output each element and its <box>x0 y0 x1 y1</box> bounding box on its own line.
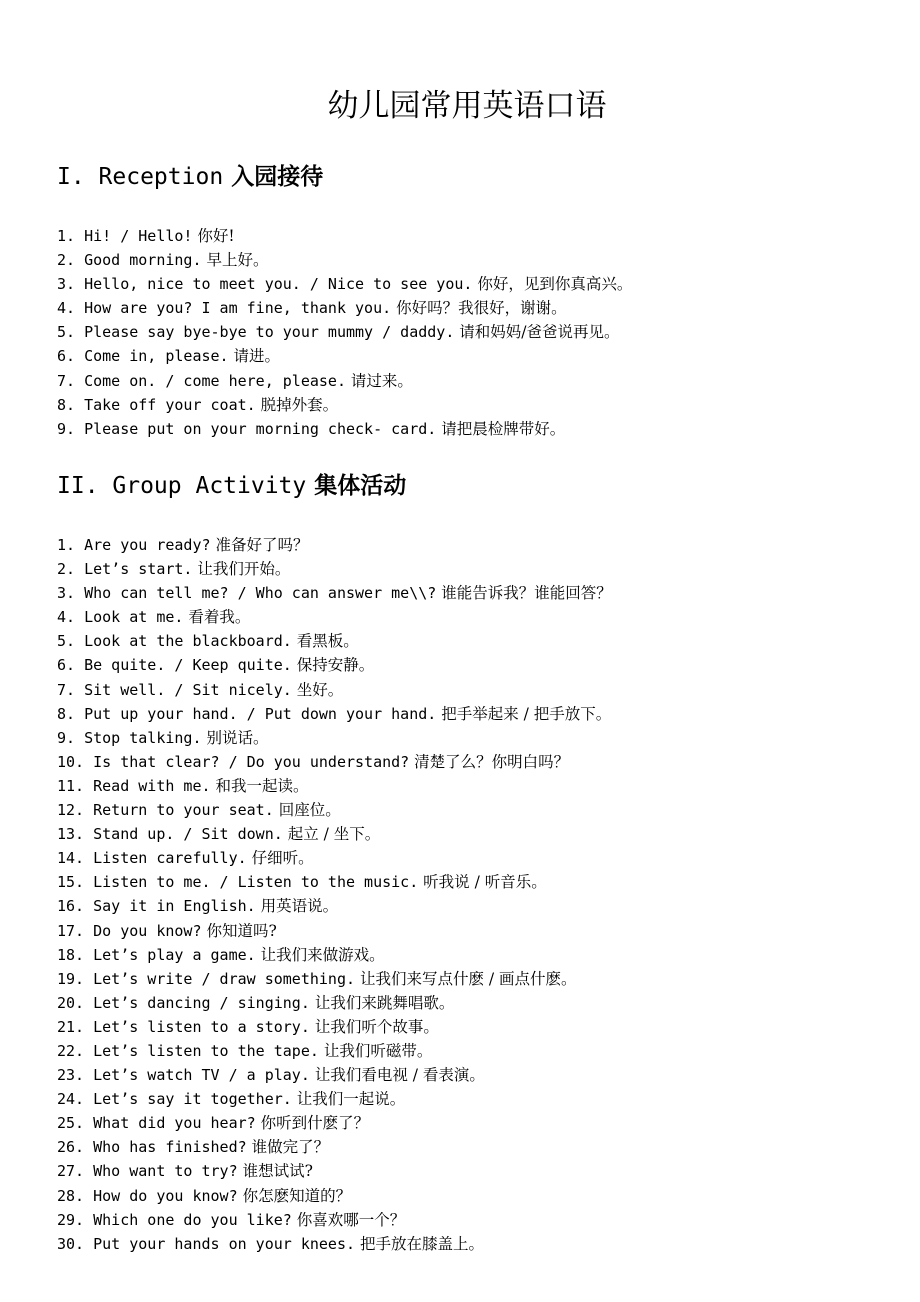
phrase-english: 4. Look at me. <box>57 608 184 627</box>
list-item <box>57 1135 612 1159</box>
phrase-english: 3. Hello, nice to meet you. / Nice to see you. <box>57 275 473 294</box>
list-item <box>57 846 612 870</box>
phrase-english: 29. Which one do you like? <box>57 1210 292 1229</box>
phrase-english: 6. Be quite. / Keep quite. <box>57 656 292 675</box>
phrase-english: 11. Read with me. <box>57 776 211 795</box>
list-item <box>57 296 632 320</box>
phrase-list-group-activity <box>57 533 612 1256</box>
section-heading-reception <box>57 163 323 191</box>
list-item <box>57 1087 612 1111</box>
phrase-chinese: 你听到什麽了？ <box>260 1114 370 1133</box>
phrase-english: 4. How are you? I am fine, thank you. <box>57 299 392 318</box>
list-item <box>57 1232 612 1256</box>
list-item <box>57 1015 612 1039</box>
phrase-chinese: 起立 / 坐下。 <box>287 825 381 844</box>
phrase-chinese: 请把晨检牌带好。 <box>441 419 566 438</box>
phrase-chinese: 请进。 <box>233 347 281 366</box>
phrase-chinese: 准备好了吗？ <box>215 536 309 554</box>
section-heading-group-activity <box>57 472 406 500</box>
list-item <box>57 894 612 918</box>
phrase-chinese: 看黑板。 <box>296 632 359 651</box>
phrase-chinese: 让我们听磁带。 <box>323 1041 433 1060</box>
list-item <box>57 224 632 248</box>
list-item <box>57 919 612 943</box>
phrase-chinese: 让我们开始。 <box>197 560 291 579</box>
phrase-chinese: 你好吗？我很好，谢谢。 <box>396 299 567 318</box>
phrase-chinese: 谁能告诉我？谁能回答？ <box>441 584 612 603</box>
list-item <box>57 369 632 393</box>
phrase-english: 23. Let’s watch TV / a play. <box>57 1066 310 1085</box>
phrase-chinese: 和我一起读。 <box>215 776 309 795</box>
phrase-chinese: 听我说 / 听音乐。 <box>423 873 547 892</box>
phrase-english: 21. Let’s listen to a story. <box>57 1017 310 1036</box>
phrase-english: 7. Come on. / come here, please. <box>57 371 346 390</box>
list-item <box>57 1208 612 1232</box>
phrase-chinese: 你知道吗? <box>206 921 277 940</box>
list-item <box>57 320 632 344</box>
list-item <box>57 581 612 605</box>
phrase-english: 1. Are you ready? <box>57 536 211 554</box>
phrase-english: 19. Let’s write / draw something. <box>57 969 356 988</box>
list-item <box>57 967 612 991</box>
phrase-english: 15. Listen to me. / Listen to the music. <box>57 873 419 892</box>
list-item <box>57 344 632 368</box>
phrase-chinese: 保持安静。 <box>296 656 375 675</box>
list-item <box>57 1111 612 1135</box>
phrase-chinese: 把手放在膝盖上。 <box>359 1234 484 1253</box>
list-item <box>57 822 612 846</box>
list-item <box>57 653 612 677</box>
section-heading-en: I. Reception <box>57 164 224 190</box>
list-item <box>57 557 612 581</box>
list-item <box>57 870 612 894</box>
list-item <box>57 1184 612 1208</box>
phrase-chinese: 回座位。 <box>278 801 341 820</box>
phrase-english: 20. Let’s dancing / singing. <box>57 993 310 1012</box>
list-item <box>57 1063 612 1087</box>
phrase-english: 5. Please say bye-bye to your mummy / daddy. <box>57 323 455 342</box>
list-item <box>57 678 612 702</box>
phrase-chinese: 别说话。 <box>206 728 269 747</box>
list-item <box>57 943 612 967</box>
phrase-english: 9. Stop talking. <box>57 728 202 747</box>
phrase-chinese: 让我们看电视 / 看表演。 <box>314 1066 485 1085</box>
list-item <box>57 1159 612 1183</box>
phrase-english: 27. Who want to try? <box>57 1162 238 1181</box>
phrase-chinese: 仔细听。 <box>251 849 314 868</box>
list-item <box>57 605 612 629</box>
list-item <box>57 393 632 417</box>
phrase-english: 30. Put your hands on your knees. <box>57 1234 356 1253</box>
section-heading-zh: 入园接待 <box>231 164 324 190</box>
list-item <box>57 798 612 822</box>
phrase-english: 2. Good morning. <box>57 251 202 270</box>
phrase-chinese: 让我们来做游戏。 <box>260 945 385 964</box>
phrase-chinese: 让我们来跳舞唱歌。 <box>314 993 455 1012</box>
phrase-list-reception <box>57 224 632 441</box>
phrase-english: 3. Who can tell me? / Who can answer me\\? <box>57 584 437 603</box>
list-item <box>57 629 612 653</box>
phrase-english: 8. Take off your coat. <box>57 395 256 414</box>
list-item <box>57 417 632 441</box>
phrase-english: 12. Return to your seat. <box>57 801 274 820</box>
section-heading-en: II. Group Activity <box>57 473 307 499</box>
phrase-english: 8. Put up your hand. / Put down your hand. <box>57 704 437 723</box>
phrase-chinese: 谁想试试? <box>242 1162 313 1181</box>
phrase-chinese: 请过来。 <box>350 371 413 390</box>
phrase-english: 16. Say it in English. <box>57 897 256 916</box>
phrase-chinese: 让我们一起说。 <box>296 1090 406 1109</box>
phrase-chinese: 你好! <box>197 227 235 245</box>
section-heading-zh: 集体活动 <box>314 473 407 499</box>
phrase-chinese: 你喜欢哪一个？ <box>296 1210 406 1229</box>
list-item <box>57 991 612 1015</box>
phrase-english: 6. Come in, please. <box>57 347 229 366</box>
phrase-english: 24. Let’s say it together. <box>57 1090 292 1109</box>
phrase-chinese: 谁做完了？ <box>251 1138 330 1157</box>
list-item <box>57 702 612 726</box>
phrase-chinese: 请和妈妈/爸爸说再见。 <box>459 323 620 342</box>
phrase-chinese: 清楚了么？你明白吗？ <box>414 752 570 771</box>
phrase-chinese: 让我们来写点什麽 / 画点什麽。 <box>359 969 577 988</box>
phrase-english: 13. Stand up. / Sit down. <box>57 825 283 844</box>
list-item <box>57 533 612 557</box>
phrase-english: 22. Let’s listen to the tape. <box>57 1041 319 1060</box>
phrase-english: 1. Hi! / Hello! <box>57 227 193 245</box>
phrase-english: 17. Do you know? <box>57 921 202 940</box>
list-item <box>57 248 632 272</box>
list-item <box>57 1039 612 1063</box>
phrase-english: 7. Sit well. / Sit nicely. <box>57 680 292 699</box>
phrase-chinese: 你好，见到你真高兴。 <box>477 275 633 294</box>
phrase-english: 26. Who has finished? <box>57 1138 247 1157</box>
phrase-english: 28. How do you know? <box>57 1186 238 1205</box>
phrase-english: 2. Let’s start. <box>57 560 193 579</box>
phrase-chinese: 坐好。 <box>296 680 344 699</box>
phrase-chinese: 把手举起来 / 把手放下。 <box>441 704 612 723</box>
phrase-english: 9. Please put on your morning check- card. <box>57 419 437 438</box>
list-item <box>57 750 612 774</box>
phrase-english: 25. What did you hear? <box>57 1114 256 1133</box>
phrase-chinese: 让我们听个故事。 <box>314 1017 439 1036</box>
list-item <box>57 272 632 296</box>
phrase-english: 5. Look at the blackboard. <box>57 632 292 651</box>
phrase-english: 10. Is that clear? / Do you understand? <box>57 752 410 771</box>
phrase-chinese: 用英语说。 <box>260 897 339 916</box>
document-title: 幼儿园常用英语口语 <box>327 88 607 124</box>
list-item <box>57 774 612 798</box>
phrase-chinese: 早上好。 <box>206 251 269 270</box>
phrase-chinese: 脱掉外套。 <box>260 395 339 414</box>
phrase-chinese: 看着我。 <box>188 608 251 627</box>
phrase-english: 14. Listen carefully. <box>57 849 247 868</box>
list-item <box>57 726 612 750</box>
phrase-english: 18. Let’s play a game. <box>57 945 256 964</box>
phrase-chinese: 你怎麽知道的？ <box>242 1186 352 1205</box>
